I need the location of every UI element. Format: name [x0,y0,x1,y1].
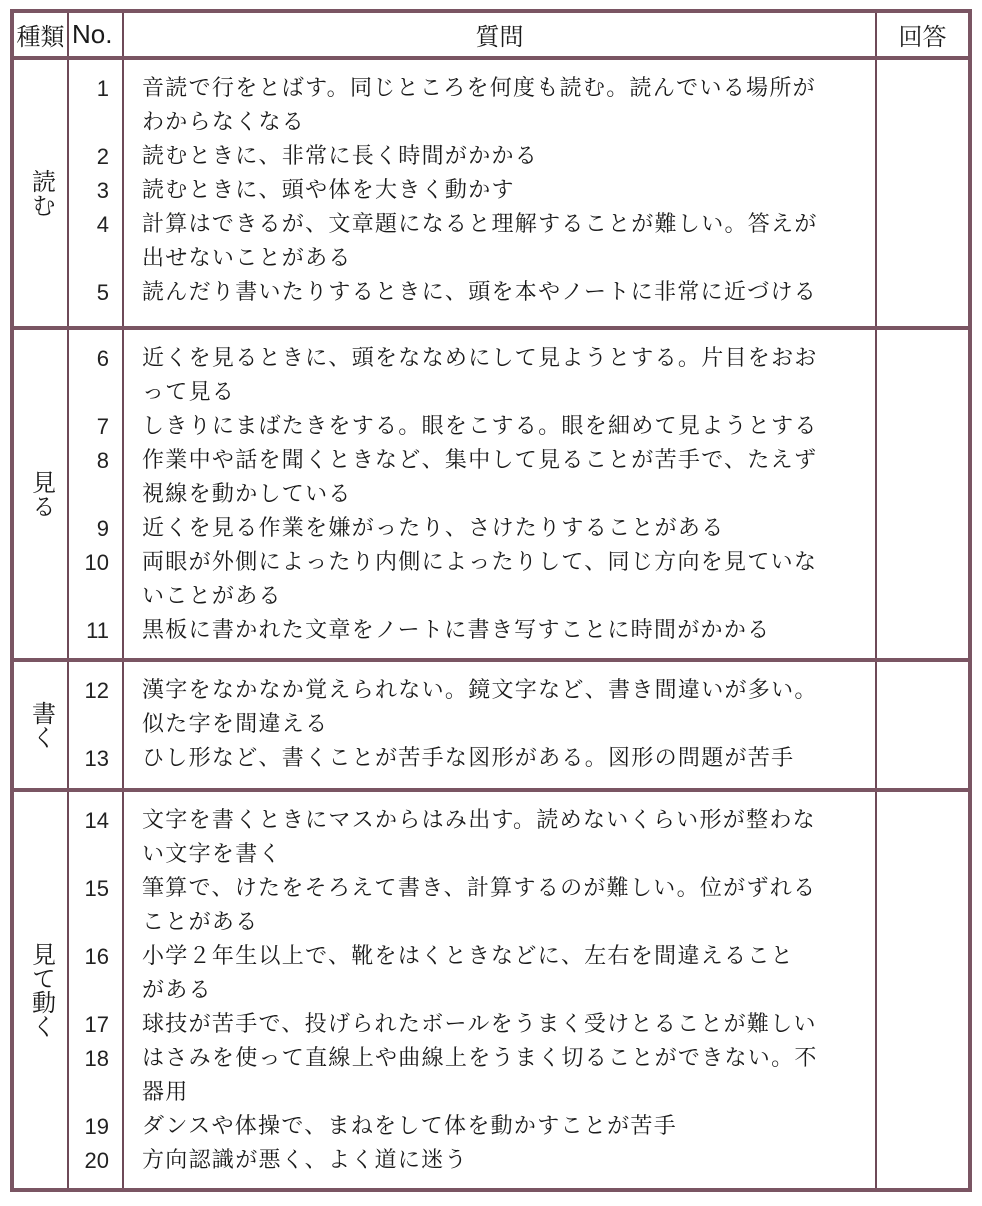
type-label: 見る [27,470,56,518]
question-line: はさみを使って直線上や曲線上をうまく切ることができない。不 [142,1046,818,1071]
question-number: 9 [96,516,109,541]
question-text [124,1008,877,1042]
question-line: 音読で行をとばす。同じところを何度も読む。読んでいる場所が [142,76,816,101]
question-line: ひし形など、書くことが苦手な図形がある。図形の問題が苦手 [142,746,795,771]
items-container [69,330,877,658]
question-text [124,174,877,208]
question-text [124,546,877,614]
question-item [69,512,877,546]
answer-cell[interactable] [877,60,968,326]
question-text [124,1144,877,1178]
question-line: 読んだり書いたりするときに、頭を本やノートに非常に近づける [142,280,818,305]
question-line: 近くを見るときに、頭をななめにして見ようとする。片目をおお [142,346,818,371]
question-number: 3 [96,178,109,203]
type-cell [14,330,69,658]
question-text [124,208,877,276]
question-number: 5 [96,280,109,305]
items-container [69,792,877,1188]
question-line: 黒板に書かれた文章をノートに書き写すことに時間がかかる [142,618,771,643]
question-line: ダンスや体操で、まねをして体を動かすことが苦手 [142,1114,678,1139]
question-item [69,276,877,310]
question-line: 近くを見る作業を嫌がったり、さけたりすることがある [142,516,725,541]
question-text [124,940,877,1008]
answer-cell[interactable] [877,330,968,658]
table-header-row [14,13,968,60]
question-number: 14 [84,808,109,833]
question-number: 16 [84,944,109,969]
type-cell [14,792,69,1188]
question-item [69,208,877,276]
question-text [124,276,877,310]
question-number: 18 [84,1046,109,1071]
question-text [124,140,877,174]
question-item [69,140,877,174]
question-number: 1 [96,76,109,101]
question-number: 7 [96,414,109,439]
question-line: 視線を動かしている [142,482,352,507]
question-text [124,72,877,140]
question-text [124,1110,877,1144]
question-item [69,342,877,410]
question-line: 方向認識が悪く、よく道に迷う [142,1148,468,1173]
type-cell [14,60,69,326]
answer-cell[interactable] [877,662,968,788]
question-item [69,546,877,614]
type-label: 見て動く [27,942,56,1038]
question-line: 作業中や話を聞くときなど、集中して見ることが苦手で、たえず [142,448,818,473]
type-label: 書く [27,701,56,749]
type-cell [14,662,69,788]
question-line: 小学２年生以上で、靴をはくときなどに、左右を間違えること [142,944,794,969]
question-item [69,674,877,742]
question-number: 6 [96,346,109,371]
question-item [69,1144,877,1178]
question-line: 器用 [142,1080,189,1105]
group-write [14,662,968,792]
question-item [69,444,877,512]
question-number: 20 [84,1148,109,1173]
question-item [69,1042,877,1110]
question-item [69,1008,877,1042]
header-no: No. [69,13,124,56]
question-line: 似た字を間違える [142,712,329,737]
question-item [69,410,877,444]
question-number: 4 [96,212,109,237]
question-item [69,1110,877,1144]
group-read [14,60,968,330]
checklist-table [10,9,972,1192]
question-text [124,444,877,512]
items-container [69,662,877,788]
question-line: いことがある [142,584,282,609]
question-line: ことがある [142,910,259,935]
question-text [124,410,877,444]
question-item [69,940,877,1008]
question-item [69,804,877,872]
question-number: 8 [96,448,109,473]
question-line: 読むときに、頭や体を大きく動かす [142,178,515,203]
question-item [69,614,877,648]
answer-cell[interactable] [877,792,968,1188]
question-text [124,1042,877,1110]
question-item [69,72,877,140]
question-number: 10 [84,550,109,575]
items-container [69,60,877,326]
question-number: 2 [96,144,109,169]
question-text [124,512,877,546]
question-line: 球技が苦手で、投げられたボールをうまく受けとることが難しい [142,1012,817,1037]
question-line: 出せないことがある [142,246,352,271]
question-number: 12 [84,678,109,703]
question-number: 17 [84,1012,109,1037]
question-text [124,804,877,872]
question-text [124,872,877,940]
group-see-and-move [14,792,968,1188]
question-line: 計算はできるが、文章題になると理解することが難しい。答えが [142,212,818,237]
question-line: わからなくなる [142,110,306,135]
question-text [124,742,877,776]
header-type: 種類 [14,13,69,56]
question-text [124,614,877,648]
question-line: 筆算で、けたをそろえて書き、計算するのが難しい。位がずれる [142,876,817,901]
question-text [124,674,877,742]
question-item [69,742,877,776]
question-number: 13 [84,746,109,771]
question-number: 19 [84,1114,109,1139]
question-line: 読むときに、非常に長く時間がかかる [142,144,539,169]
question-line: 両眼が外側によったり内側によったりして、同じ方向を見ていな [142,550,818,575]
group-see [14,330,968,662]
question-line: がある [142,978,212,1003]
header-answer: 回答 [898,23,947,51]
question-line: 漢字をなかなか覚えられない。鏡文字など、書き間違いが多い。 [142,678,818,703]
question-item [69,174,877,208]
question-number: 15 [84,876,109,901]
type-label: 読む [27,169,56,217]
question-number: 11 [86,618,109,643]
header-question: 質問 [124,13,877,56]
question-line: い文字を書く [142,842,282,867]
question-line: 文字を書くときにマスからはみ出す。読めないくらい形が整わな [142,808,816,833]
question-line: しきりにまばたきをする。眼をこする。眼を細めて見ようとする [142,414,818,439]
question-line: って見る [142,380,236,405]
question-item [69,872,877,940]
question-text [124,342,877,410]
